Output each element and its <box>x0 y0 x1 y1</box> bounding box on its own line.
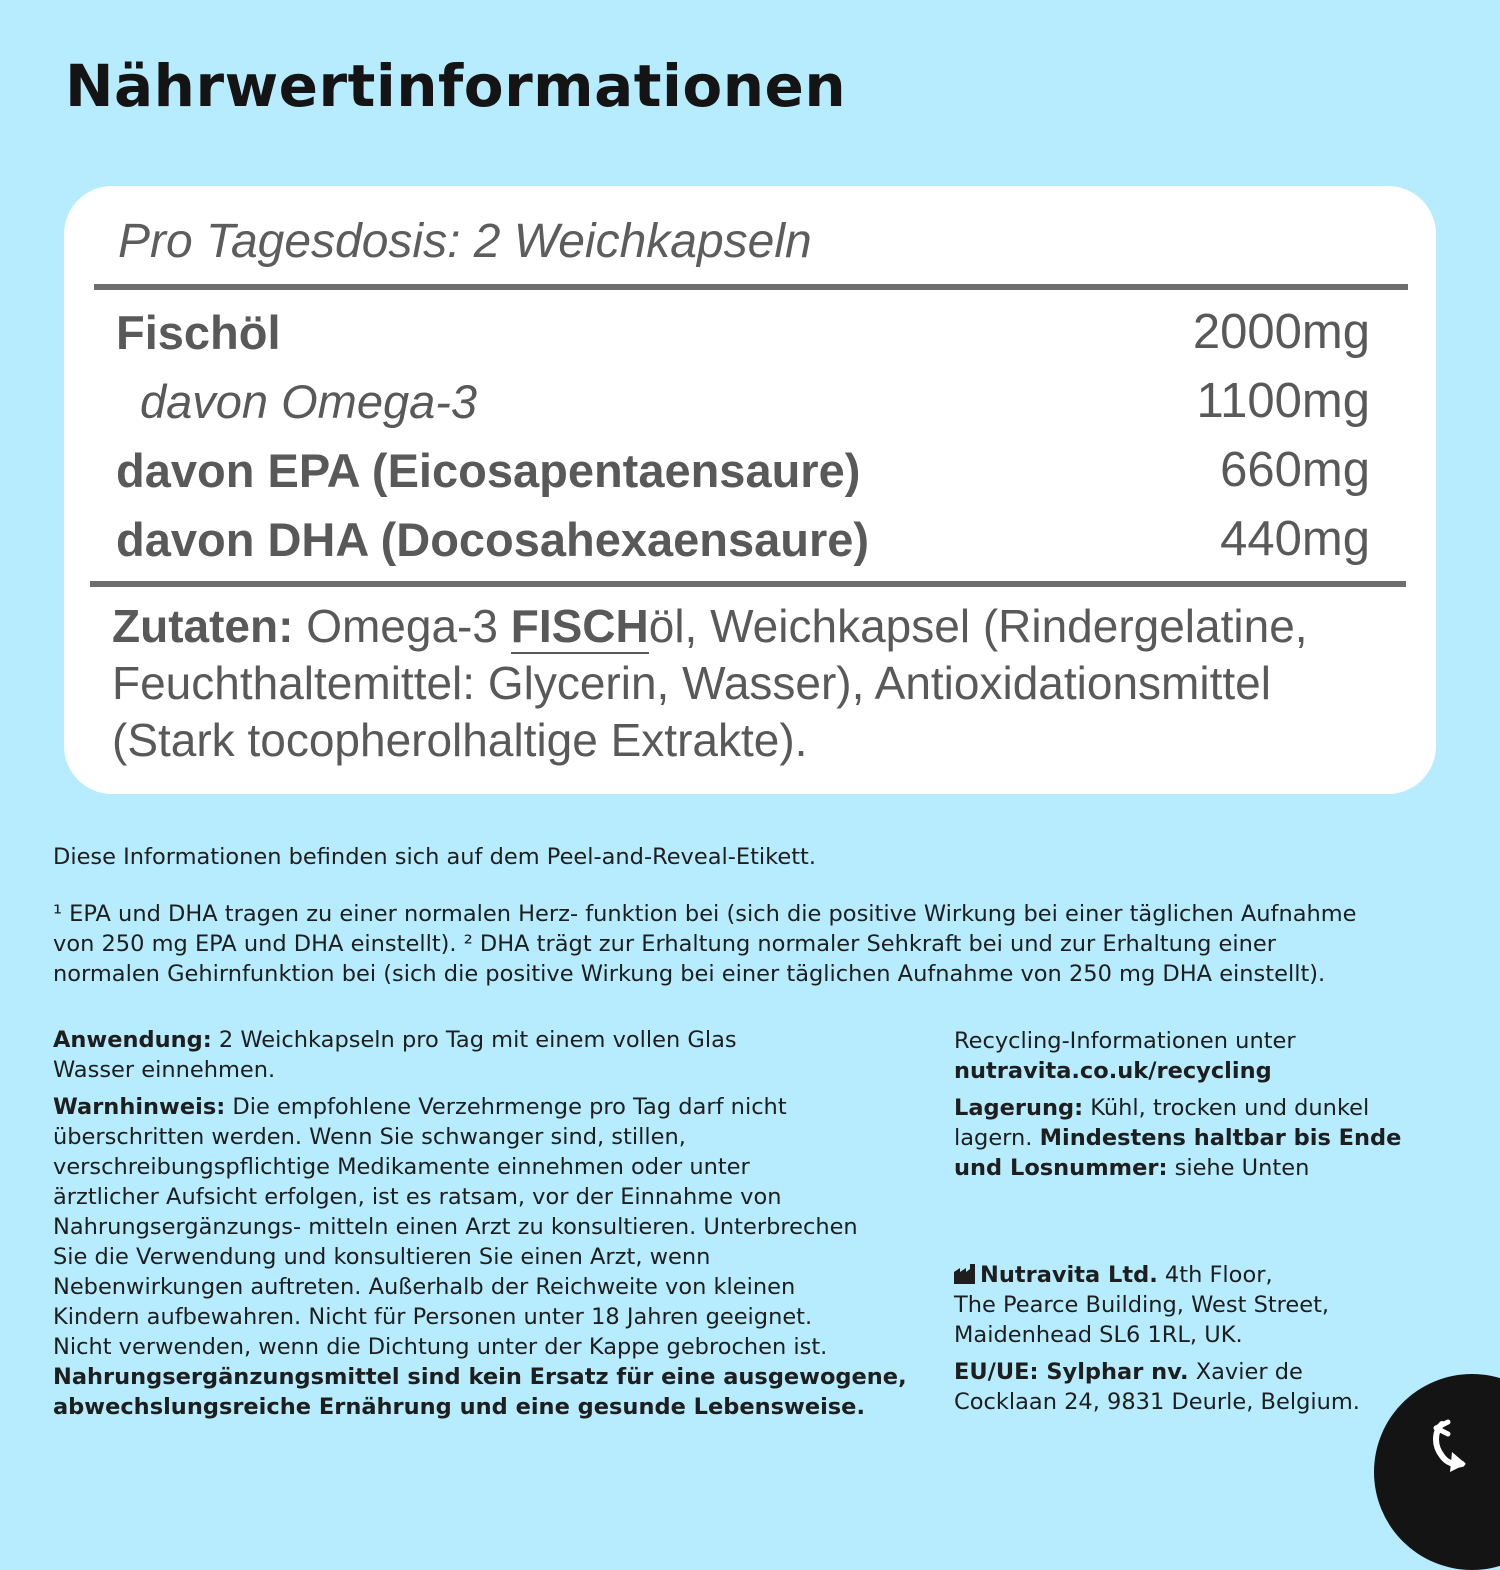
warning-line: Nebenwirkungen auftreten. Außerhalb der Reichweite von kleinen <box>53 1274 796 1300</box>
top-divider <box>94 284 1408 290</box>
warning-line: Nahrungsergänzungs- mitteln einen Arzt zu konsultieren. Unterbrechen <box>53 1214 858 1240</box>
allergen-highlight: FISCH <box>510 600 649 652</box>
ingredients-pre: Omega-3 <box>293 600 511 652</box>
footnote-line: normalen Gehirnfunktion bei (sich die positive Wirkung bei einer täglichen Aufnahme von 250 mg DHA einstellt). <box>53 961 1326 987</box>
warning-line: Die empfohlene Verzehrmenge pro Tag darf nicht <box>225 1094 787 1120</box>
manufacturer-address: 4th Floor, <box>1157 1262 1273 1288</box>
footnote-line: von 250 mg EPA und DHA einstellt). ² DHA trägt zur Erhaltung normaler Sehkraft bei und zur Erhaltung einer <box>53 931 1277 957</box>
footnote-line: ¹ EPA und DHA tragen zu einer normalen Herz- funktion bei (sich die positive Wirkung bei einer täglichen Aufnahme <box>53 901 1357 927</box>
eu-address: Cocklaan 24, 9831 Deurle, Belgium. <box>954 1389 1360 1415</box>
warning-bold-line: Nahrungsergänzungsmittel sind kein Ersatz für eine ausgewogene, <box>53 1364 907 1390</box>
warning-line: Nicht verwenden, wenn die Dichtung unter der Kappe gebrochen ist. <box>53 1334 828 1360</box>
storage-bold: und Losnummer: <box>954 1155 1168 1181</box>
usage-and-warnings <box>53 1025 913 1422</box>
nutrient-name: davon EPA (Eicosapentaensaure) <box>116 443 861 497</box>
factory-icon <box>954 1264 976 1284</box>
usage-line: 2 Weichkapseln pro Tag mit einem vollen Glas <box>211 1027 737 1053</box>
nutrient-value: 660mg <box>1220 443 1370 497</box>
recycling-text: Recycling-Informationen unter <box>954 1028 1296 1054</box>
nutrient-row-fish-oil <box>116 298 1370 366</box>
warning-line: Sie die Verwendung und konsultieren Sie einen Arzt, wenn <box>53 1244 711 1270</box>
nutrient-row-dha <box>116 505 1370 573</box>
nutrient-value: 1100mg <box>1196 374 1370 428</box>
nutrient-name: Fischöl <box>116 305 281 359</box>
footnotes <box>53 899 1453 989</box>
storage-text: Kühl, trocken und dunkel <box>1083 1095 1370 1121</box>
nutrition-card <box>64 186 1436 794</box>
eu-address: Xavier de <box>1188 1359 1303 1385</box>
label-info <box>53 842 1453 872</box>
nutrient-name: davon Omega-3 <box>140 374 478 428</box>
recycle-arrow-icon <box>1428 1418 1470 1476</box>
manufacturer-address: Maidenhead SL6 1RL, UK. <box>954 1322 1243 1348</box>
label-info-text: Diese Informationen befinden sich auf dem Peel-and-Reveal-Etikett. <box>53 844 817 870</box>
serving-size: Pro Tagesdosis: 2 Weichkapseln <box>118 215 812 268</box>
storage-text: lagern. <box>954 1125 1040 1151</box>
nutrient-row-epa <box>116 436 1370 504</box>
nutrient-name: davon DHA (Docosahexaensaure) <box>116 512 870 566</box>
ingredients-text <box>112 598 1402 769</box>
manufacturer-name: Nutravita Ltd. <box>980 1262 1158 1288</box>
manufacturer-address: The Pearce Building, West Street, <box>954 1292 1330 1318</box>
recycling-and-storage <box>954 1026 1424 1183</box>
ingredients-label: Zutaten: <box>112 600 294 652</box>
nutrient-value: 2000mg <box>1192 305 1370 359</box>
usage-text <box>53 1025 913 1055</box>
page-title: Nährwertinformationen <box>65 52 847 120</box>
warning-line: überschritten werden. Wenn Sie schwanger sind, stillen, <box>53 1124 686 1150</box>
storage-bold: Mindestens haltbar bis Ende <box>1039 1125 1402 1151</box>
usage-line: Wasser einnehmen. <box>53 1057 276 1083</box>
storage-label: Lagerung: <box>954 1095 1084 1121</box>
nutrient-row-omega3 <box>116 367 1370 435</box>
middle-divider <box>90 581 1406 587</box>
storage-text: siehe Unten <box>1167 1155 1310 1181</box>
nutrient-value: 440mg <box>1220 512 1370 566</box>
warning-line: ärztlicher Aufsicht erfolgen, ist es ratsam, vor der Einnahme von <box>53 1184 782 1210</box>
usage-label: Anwendung: <box>53 1027 212 1053</box>
warning-bold-line: abwechslungsreiche Ernährung und eine gesunde Lebensweise. <box>53 1394 865 1420</box>
manufacturer-info <box>954 1260 1424 1417</box>
ingredients-rest: öl, Weichkapsel (Rindergelatine, Feuchthaltemittel: Glycerin, Wasser), Antioxidationsmittel (Stark tocopherolhaltige Extrakte). <box>112 600 1308 766</box>
warning-text <box>53 1092 913 1122</box>
warning-label: Warnhinweis: <box>53 1094 226 1120</box>
warning-line: verschreibungspflichtige Medikamente einnehmen oder unter <box>53 1154 750 1180</box>
warning-line: Kindern aufbewahren. Nicht für Personen unter 18 Jahren geeignet. <box>53 1304 813 1330</box>
eu-representative-label: EU/UE: Sylphar nv. <box>954 1359 1189 1385</box>
recycling-link[interactable]: nutravita.co.uk/recycling <box>954 1058 1272 1084</box>
